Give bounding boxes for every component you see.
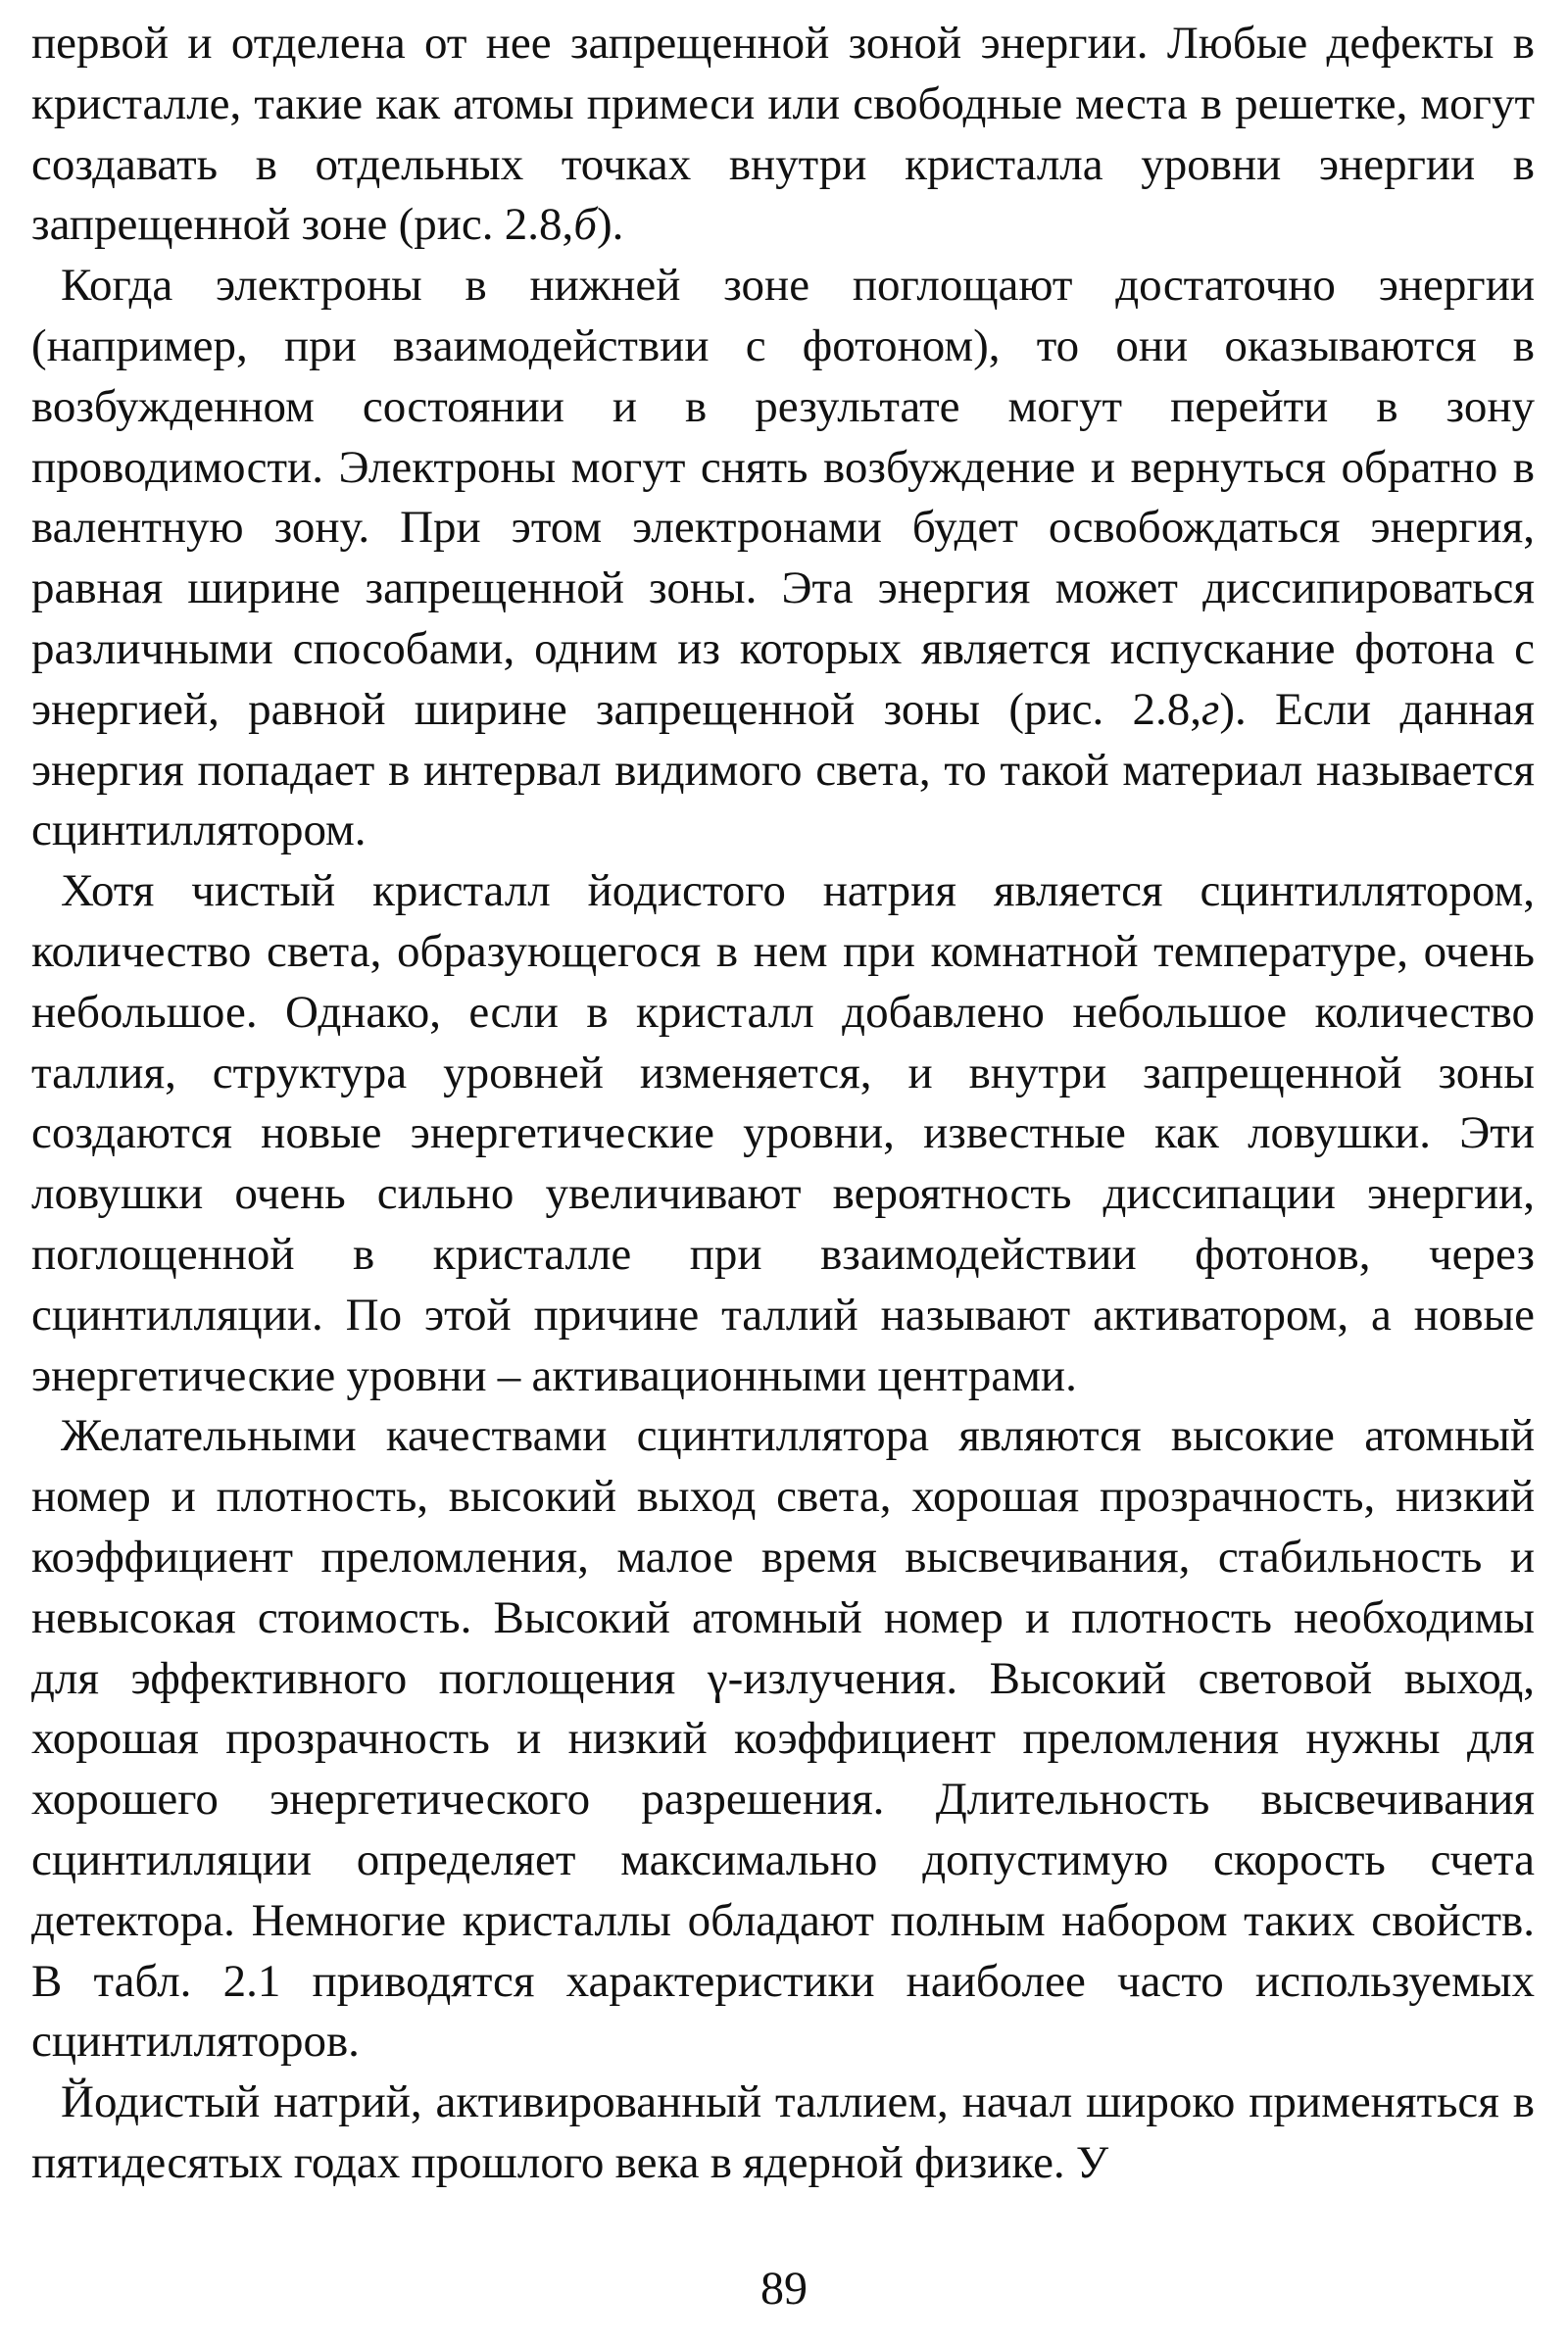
paragraph-continuation <box>31 14 1535 256</box>
figure-ref-letter: б <box>573 199 597 251</box>
paragraph-thallium <box>31 861 1535 1406</box>
paragraph-text: Желательными качествами сцинтиллятора являются высокие атомный номер и плотность, высокий выход света, хорошая прозрачность, низкий коэффициент преломления, малое время высвечивания, стабильность и невысокая стоимость. Высокий атомный номер и плотность необходимы для эффективного поглощения γ-излучения. Высокий световой выход, хорошая прозрачность и низкий коэффициент преломления нужны для хорошего энергетического разрешения. Длительность высвечивания сцинтилляции определяет максимально допустимую скорость счета детектора. Немногие кристаллы обладают полным набором таких свойств. В табл. 2.1 приводятся характеристики наиболее часто используемых сцинтилляторов. <box>31 1410 1535 2068</box>
paragraph-text: Хотя чистый кристалл йодистого натрия является сцинтиллятором, количество света, образующегося в нем при комнатной температуре, очень небольшое. Однако, если в кристалл добавлено небольшое количество таллия, структура уровней изменяется, и внутри запрещенной зоны создаются новые энергетические уровни, известные как ловушки. Эти ловушки очень сильно увеличивают вероятность диссипации энергии, поглощенной в кристалле при взаимодействии фотонов, через сцинтилляции. По этой причине таллий называют активатором, а новые энергетические уровни – активационными центрами. <box>31 865 1535 1401</box>
paragraph-text: ). <box>596 199 624 251</box>
paragraph-text: Когда электроны в нижней зоне поглощают достаточно энергии (например, при взаимодействии с фотоном), то они оказываются в возбужденном состоянии и в результате могут перейти в зону проводимости. Электроны могут снять возбуждение и вернуться обратно в валентную зону. При этом электронами будет освобождаться энергия, равная ширине запрещенной зоны. Эта энергия может диссипироваться различными способами, одним из которых является испускание фотона с энергией, равной ширине запрещенной зоны (рис. 2.8, <box>31 260 1535 735</box>
paragraph-excited-electrons <box>31 256 1535 861</box>
document-page <box>31 14 1535 2258</box>
paragraph-sodium-iodide <box>31 2073 1535 2194</box>
paragraph-text: ). Если данная энергия попадает в интервал видимого света, то такой материал называется сцинтиллятором. <box>31 683 1535 856</box>
paragraph-text: Йодистый натрий, активированный таллием, начал широко применяться в пятидесятых годах прошлого века в ядерной физике. У <box>31 2076 1535 2188</box>
page-number: 89 <box>760 2263 808 2315</box>
paragraph-text: первой и отделена от нее запрещенной зоной энергии. Любые дефекты в кристалле, такие как атомы примеси или свободные места в решетке, могут создавать в отдельных точках внутри кристалла уровни энергии в запрещенной зоне (рис. 2.8, <box>31 18 1535 251</box>
figure-ref-letter: г <box>1201 683 1220 735</box>
paragraph-qualities <box>31 1406 1535 2073</box>
